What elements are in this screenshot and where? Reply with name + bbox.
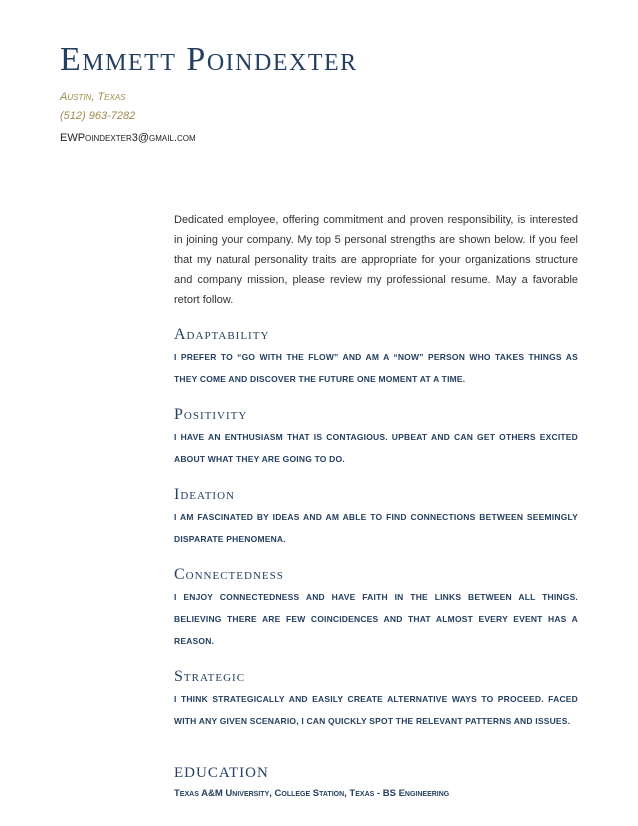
resume-header — [60, 40, 358, 148]
strength-description: I PREFER TO “GO WITH THE FLOW” AND AM A “NOW” PERSON WHO TAKES THINGS AS THEY COME AND DISCOVER THE FUTURE ONE MOMENT AT A TIME. — [174, 352, 578, 384]
education-section — [174, 762, 578, 804]
strength-section — [174, 404, 578, 470]
strength-description: I AM FASCINATED BY IDEAS AND AM ABLE TO FIND CONNECTIONS BETWEEN SEEMINGLY DISPARATE PHENOMENA. — [174, 512, 578, 544]
resume-body — [174, 210, 578, 804]
education-entry: Texas A&M University, College Station, Texas - BS Engineering — [174, 788, 450, 799]
strength-description: I HAVE AN ENTHUSIASM THAT IS CONTAGIOUS. UPBEAT AND CAN GET OTHERS EXCITED ABOUT WHAT THEY ARE GOING TO DO. — [174, 432, 578, 464]
strength-section — [174, 564, 578, 652]
applicant-name: Emmett Poindexter — [60, 41, 358, 78]
strength-section — [174, 324, 578, 390]
strength-description: I THINK STRATEGICALLY AND EASILY CREATE ALTERNATIVE WAYS TO PROCEED. FACED WITH ANY GIVEN SCENARIO, I CAN QUICKLY SPOT THE RELEVANT PATTERNS AND ISSUES. — [174, 694, 578, 726]
strength-section — [174, 666, 578, 732]
strength-title: Positivity — [174, 406, 248, 423]
email-address: EWPoindexter3@gmail.com — [60, 132, 196, 144]
phone-number: (512) 963-7282 — [60, 110, 136, 122]
strength-title: Ideation — [174, 486, 235, 503]
strength-section — [174, 484, 578, 550]
education-title: EDUCATION — [174, 765, 269, 781]
strength-title: Connectedness — [174, 566, 284, 583]
strength-title: Adaptability — [174, 326, 270, 343]
summary-paragraph: Dedicated employee, offering commitment and proven responsibility, is interested in joining your company. My top 5 personal strengths are shown below. If you feel that my natural personality traits are appropriate for your organizations structure and company mission, please review my professional resume. May a favorable retort follow. — [174, 214, 578, 306]
strength-description: I ENJOY CONNECTEDNESS AND HAVE FAITH IN THE LINKS BETWEEN ALL THINGS. BELIEVING THERE ARE FEW COINCIDENCES AND THAT ALMOST EVERY EVENT HAS A REASON. — [174, 592, 578, 646]
strength-title: Strategic — [174, 668, 246, 685]
location: Austin, Texas — [60, 91, 126, 103]
